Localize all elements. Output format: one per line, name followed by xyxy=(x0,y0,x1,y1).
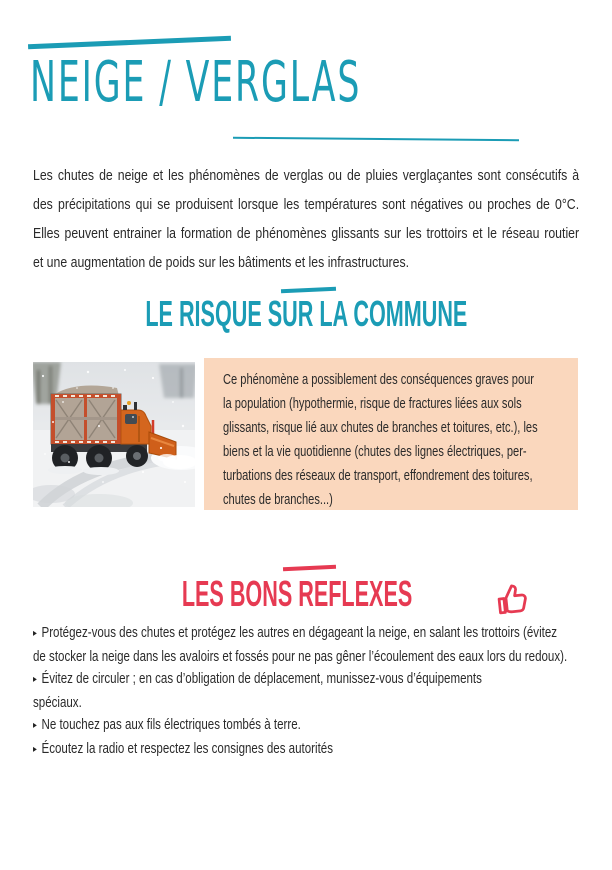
title-underline xyxy=(233,137,519,141)
intro-paragraph xyxy=(33,161,579,277)
risk-section-heading: LE RISQUE SUR LA COMMUNE xyxy=(144,293,468,334)
list-item-text: Écoutez la radio et respectez les consignes des autorités xyxy=(41,740,333,757)
risk-section-heading-wrap xyxy=(0,294,612,334)
thumbs-up-icon xyxy=(493,578,533,620)
list-item xyxy=(33,692,580,714)
bullet-icon: ▸ xyxy=(33,674,37,685)
intro-line: Elles peuvent entrainer la formation de phénomènes glissants sur les trottoirs et le réseau routier xyxy=(33,225,580,242)
risk-box-line: Ce phénomène a possiblement des conséquences graves pour xyxy=(223,371,535,388)
list-item-text: spéciaux. xyxy=(33,694,82,711)
list-item-text: Protégez-vous des chutes et protégez les autres en dégageant la neige, en salant les trottoirs (évitez xyxy=(41,624,558,641)
list-item-text: Ne touchez pas aux fils électriques tombés à terre. xyxy=(41,716,301,733)
list-item xyxy=(33,622,580,646)
bullet-icon: ▸ xyxy=(33,744,37,755)
page-title: NEIGE / VERGLAS xyxy=(30,50,362,115)
risk-box-line: biens et la vie quotidienne (chutes des lignes électriques, per- xyxy=(223,443,527,460)
risk-box-line: chutes de branches...) xyxy=(223,491,333,508)
risk-consequences-text xyxy=(223,368,571,512)
list-item xyxy=(33,714,580,738)
intro-line: Les chutes de neige et les phénomènes de verglas ou de pluies verglaçantes sont consécutifs à xyxy=(33,167,580,184)
risk-box-line: la population (hypothermie, risque de fractures liées aux sols xyxy=(223,395,522,412)
snow-plow-photo xyxy=(33,362,195,507)
top-accent-line xyxy=(28,36,231,49)
intro-line: des précipitations qui se produisent lorsque les températures sont négatives ou proches de 0°C. xyxy=(33,196,580,213)
reflexes-heading-accent-line xyxy=(283,565,336,571)
list-item-text: de stocker la neige dans les avaloirs et fossés pour ne pas gêner l’écoulement des eaux lors du redoux). xyxy=(33,648,568,665)
list-item-text: Évitez de circuler ; en cas d’obligation de déplacement, munissez-vous d’équipements xyxy=(41,670,482,687)
snow-plow-photo-graphic xyxy=(33,362,195,507)
list-item xyxy=(33,738,580,762)
list-item xyxy=(33,668,580,692)
reflexes-section-heading: LES BONS REFLEXES xyxy=(181,573,413,614)
list-item xyxy=(33,646,580,668)
bullet-icon: ▸ xyxy=(33,628,37,639)
bullet-icon: ▸ xyxy=(33,720,37,731)
intro-line: et une augmentation de poids sur les bâtiments et les infrastructures. xyxy=(33,254,410,271)
risk-box-line: turbations des réseaux de transport, effondrement des toitures, xyxy=(223,467,533,484)
reflexes-list xyxy=(33,622,580,762)
risk-box-line: glissants, risque lié aux chutes de branches et toitures, etc.), les xyxy=(223,419,538,436)
risk-consequences-box xyxy=(204,358,578,510)
reflexes-section-heading-wrap xyxy=(0,574,612,614)
